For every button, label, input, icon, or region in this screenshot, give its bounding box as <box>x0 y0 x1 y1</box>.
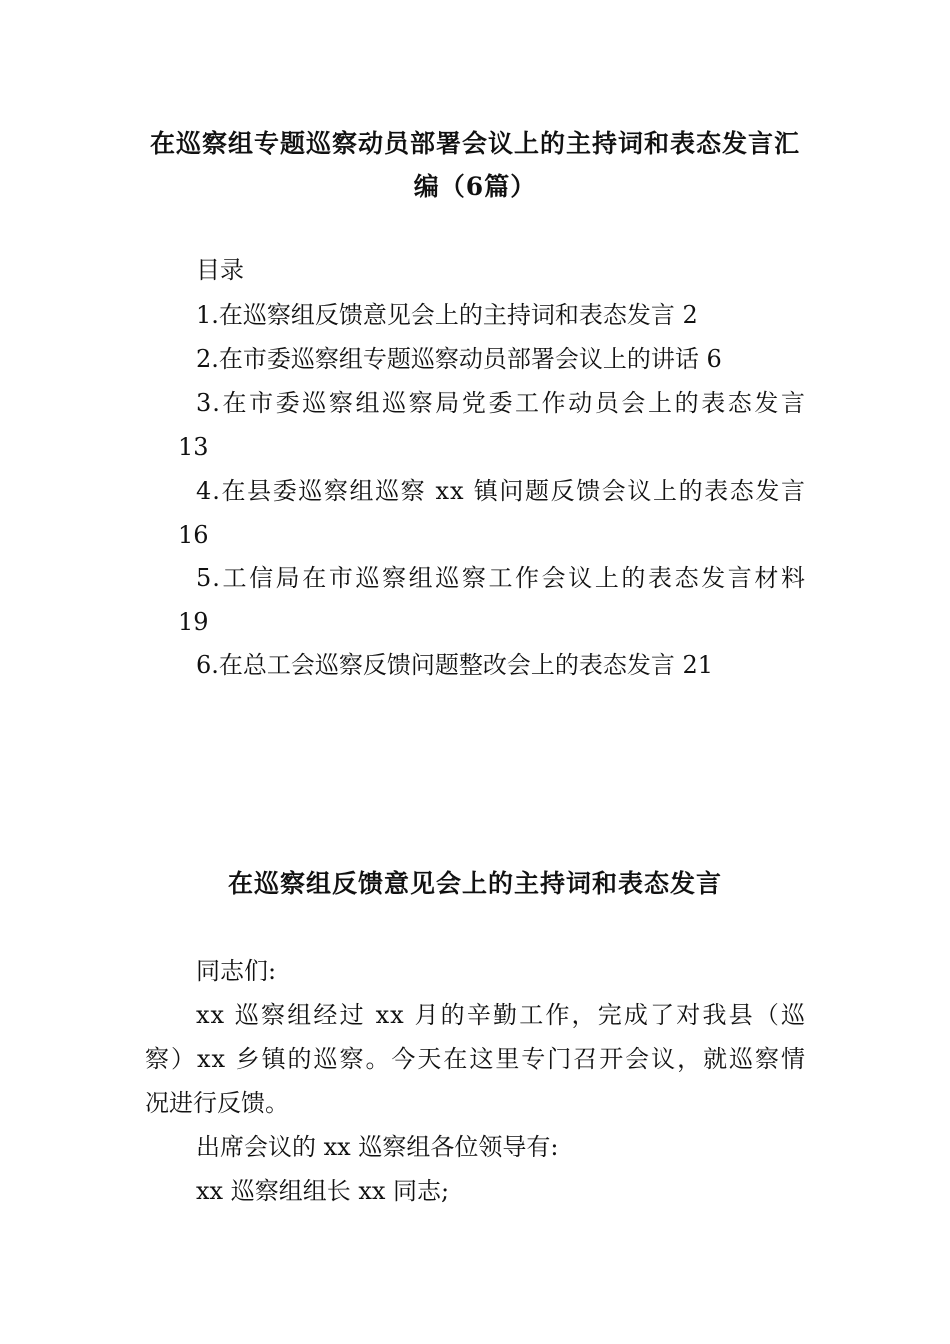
greeting: 同志们: <box>196 957 277 985</box>
toc-item-3-page: 13 <box>178 433 209 461</box>
toc-item-3: 3.在市委巡察组巡察局党委工作动员会上的表态发言 <box>196 389 806 417</box>
toc-heading: 目录 <box>196 256 244 284</box>
toc-item-1: 1.在巡察组反馈意见会上的主持词和表态发言 2 <box>196 301 698 329</box>
toc-item-2: 2.在市委巡察组专题巡察动员部署会议上的讲话 6 <box>196 345 722 373</box>
toc-item-4-page: 16 <box>178 521 209 549</box>
toc-item-6: 6.在总工会巡察反馈问题整改会上的表态发言 21 <box>196 651 714 679</box>
toc-item-4: 4.在县委巡察组巡察 xx 镇问题反馈会议上的表态发言 <box>196 477 806 505</box>
paragraph-1-line-3: 况进行反馈。 <box>145 1089 289 1117</box>
document-title-line-1: 在巡察组专题巡察动员部署会议上的主持词和表态发言汇 <box>149 129 800 158</box>
paragraph-1-line-1: xx 巡察组经过 xx 月的辛勤工作，完成了对我县（巡 <box>196 1001 806 1029</box>
paragraph-1-line-2: 察）xx 乡镇的巡察。今天在这里专门召开会议，就巡察情 <box>145 1045 806 1073</box>
paragraph-3: xx 巡察组组长 xx 同志; <box>196 1177 450 1205</box>
document-title-line-2: 编（6篇） <box>413 172 537 201</box>
section-title: 在巡察组反馈意见会上的主持词和表态发言 <box>227 869 722 898</box>
paragraph-2: 出席会议的 xx 巡察组各位领导有: <box>196 1133 559 1161</box>
toc-item-5-page: 19 <box>178 608 209 636</box>
toc-item-5: 5.工信局在市巡察组巡察工作会议上的表态发言材料 <box>196 564 806 592</box>
